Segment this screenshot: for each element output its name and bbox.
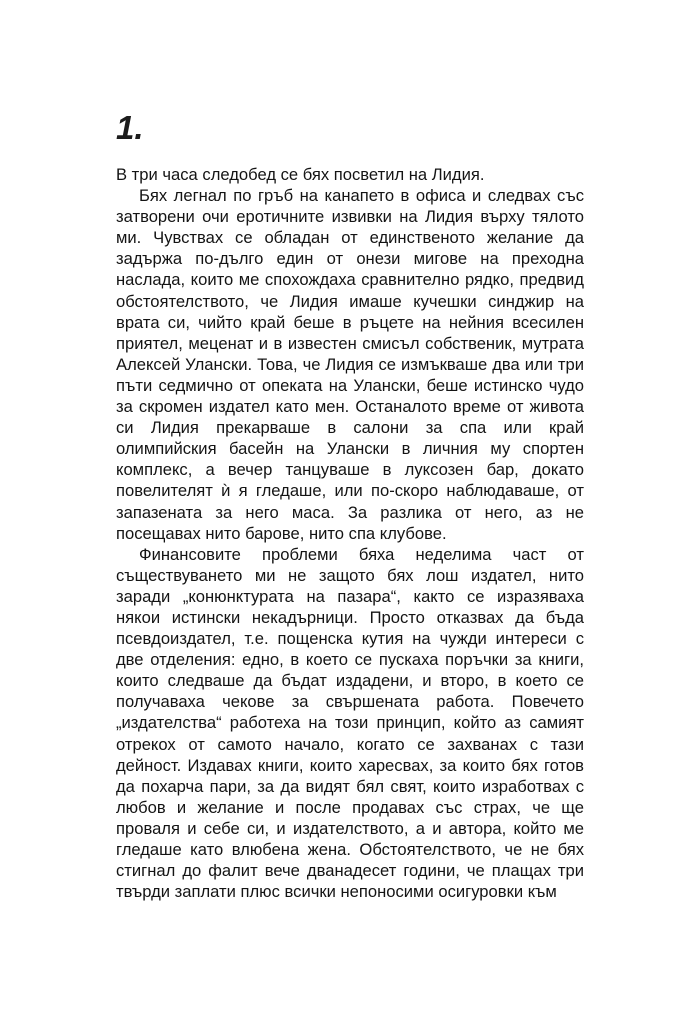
paragraph: Бях легнал по гръб на канапето в офиса и следвах със затворени очи еротичните извивки на Лидия върху тялото ми. Чувствах се обладан от единственото желание да задържа по-дълго един от онези мигове на преходна наслада, които ме спохождаха сравнително рядко, предвид обстоятелството, че Лидия имаше кучешки синджир на врата си, чийто край беше в ръцете на нейния всесилен приятел, меценат и в известен смисъл собственик, мутрата Алексей Улански. Това, че Лидия се измъкваше два или три пъти седмично от опеката на Улански, беше истинско чудо за скромен издател като мен. Останалото време от живота си Лидия прекарваше в салони за спа или край олимпийския басейн на Улански в личния му спортен комплекс, а вечер танцуваше в луксозен бар, докато повелителят ѝ я гледаше, или по-скоро наблюдаваше, от запазената за него маса. За разлика от него, аз не посещавах нито барове, нито спа клубове.	[116, 186, 584, 543]
paragraph: В три часа следобед се бях посветил на Лидия.	[116, 165, 485, 184]
chapter-number: 1.	[116, 109, 144, 146]
body-text	[116, 164, 584, 902]
paragraph: Финансовите проблеми бяха неделима част от съществуването ми не защото бях лош издател, нито заради „конюнктурата на пазара“, както се изразяваха някои истински некадърници. Просто отказвах да бъда псевдоиздател, т.е. пощенска кутия на чужди интереси с две отделения: едно, в което се пускаха поръчки за книги, които следваше да бъдат издадени, и второ, в което се получаваха чекове за свършената работа. Повечето „издателства“ работеха на този принцип, който аз самият отрекох от самото начало, когато се захванах с тази дейност. Издавах книги, които харесвах, за които бях готов да похарча пари, за да видят бял свят, които изработвах с любов и желание и после продавах със страх, че ще проваля и себе си, и издателството, а и автора, който ме гледаше като влюбена жена. Обстоятелството, че не бях стигнал до фалит вече дванадесет години, че плащах три твърди заплати плюс всички непоносими осигуровки към	[116, 544, 584, 902]
